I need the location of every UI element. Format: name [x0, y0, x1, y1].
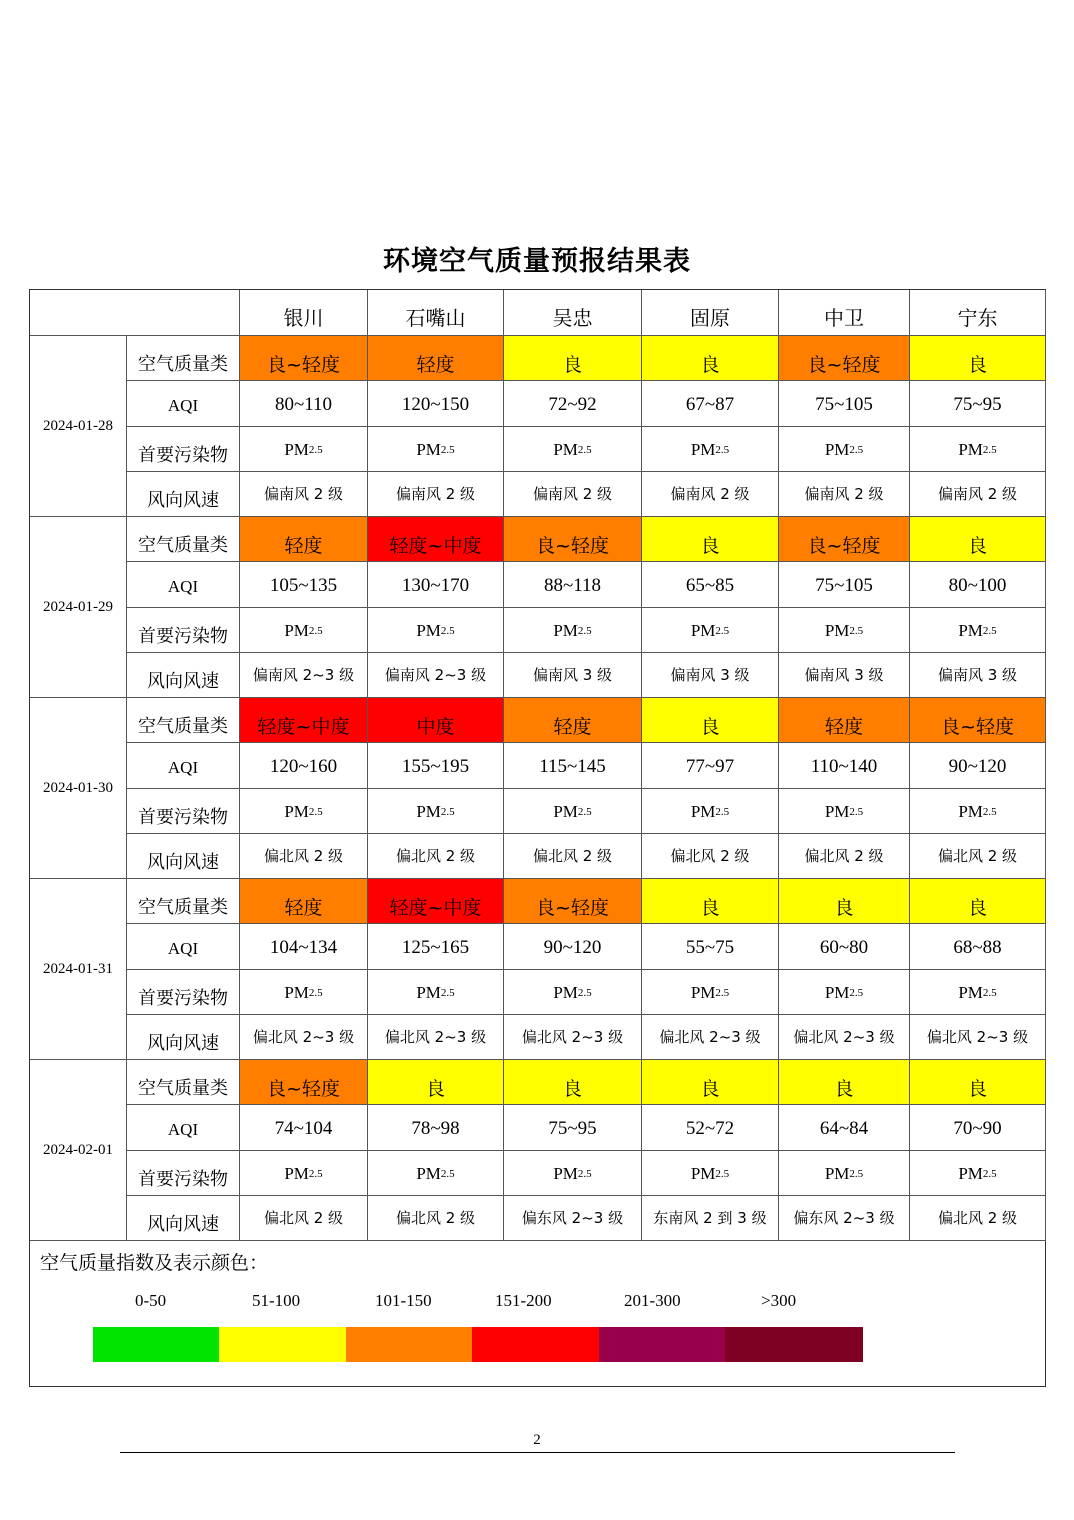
aqi-range-cell: 80~110: [240, 381, 368, 426]
pollutant-cell: [240, 970, 368, 1015]
quality-level-cell: 良: [910, 1060, 1046, 1105]
quality-level-cell: 轻度~中度: [368, 879, 504, 924]
pollutant-subscript: 2.5: [982, 443, 997, 456]
pollutant-subscript: 2.5: [577, 986, 592, 999]
aqi-range-cell: 120~160: [240, 743, 368, 788]
pollutant-subscript: 2.5: [308, 443, 323, 456]
legend-color-swatch: [599, 1327, 725, 1362]
pollutant-cell: [368, 608, 504, 653]
pollutant-subscript: 2.5: [715, 443, 730, 456]
pollutant-subscript: 2.5: [440, 805, 455, 818]
wind-cell: 偏南风 2~3 级: [368, 653, 504, 698]
row-label-aqi: AQI: [127, 743, 240, 788]
quality-level-cell: 良~轻度: [504, 879, 642, 924]
wind-cell: 偏南风 3 级: [779, 653, 910, 698]
pollutant-base: PM: [553, 620, 578, 640]
row-label-pollutant: 首要污染物: [127, 970, 240, 1015]
pollutant-cell: [779, 427, 910, 472]
city-header: 银川: [240, 290, 368, 336]
aqi-range-cell: 65~85: [642, 562, 779, 607]
pollutant-cell: [504, 1151, 642, 1196]
pollutant-subscript: 2.5: [308, 986, 323, 999]
pollutant-subscript: 2.5: [308, 1167, 323, 1180]
quality-level-cell: 良: [910, 336, 1046, 381]
pollutant-base: PM: [284, 620, 309, 640]
aqi-range-cell: 77~97: [642, 743, 779, 788]
wind-cell: 偏南风 2 级: [504, 472, 642, 517]
quality-level-cell: 良~轻度: [779, 517, 910, 562]
quality-level-cell: 良: [642, 1060, 779, 1105]
pollutant-base: PM: [553, 801, 578, 821]
aqi-range-cell: 75~95: [910, 381, 1046, 426]
quality-level-cell: 良: [779, 1060, 910, 1105]
pollutant-subscript: 2.5: [982, 986, 997, 999]
pollutant-base: PM: [416, 620, 441, 640]
pollutant-subscript: 2.5: [440, 986, 455, 999]
pollutant-base: PM: [416, 1163, 441, 1183]
quality-level-cell: 良: [368, 1060, 504, 1105]
pollutant-cell: [779, 608, 910, 653]
legend-range-label: 201-300: [624, 1291, 681, 1310]
aqi-range-cell: 155~195: [368, 743, 504, 788]
pollutant-subscript: 2.5: [849, 805, 864, 818]
row-label-wind: 风向风速: [127, 472, 240, 517]
legend-color-swatch: [725, 1327, 863, 1362]
wind-cell: 偏北风 2~3 级: [779, 1015, 910, 1060]
quality-level-cell: 轻度~中度: [368, 517, 504, 562]
row-label-quality: 空气质量类: [127, 336, 240, 381]
aqi-range-cell: 90~120: [504, 924, 642, 969]
quality-level-cell: 良: [779, 879, 910, 924]
legend-range-label: >300: [761, 1291, 797, 1310]
wind-cell: 偏北风 2~3 级: [504, 1015, 642, 1060]
pollutant-base: PM: [824, 620, 850, 640]
pollutant-base: PM: [553, 982, 578, 1002]
pollutant-base: PM: [553, 1163, 578, 1183]
pollutant-base: PM: [284, 439, 309, 459]
pollutant-base: PM: [416, 439, 441, 459]
pollutant-cell: [910, 608, 1046, 653]
row-label-pollutant: 首要污染物: [127, 427, 240, 472]
quality-level-cell: 良: [504, 336, 642, 381]
pollutant-subscript: 2.5: [308, 624, 323, 637]
pollutant-subscript: 2.5: [577, 443, 592, 456]
aqi-range-cell: 64~84: [779, 1105, 910, 1150]
pollutant-subscript: 2.5: [982, 1167, 997, 1180]
aqi-range-cell: 104~134: [240, 924, 368, 969]
pollutant-subscript: 2.5: [308, 805, 323, 818]
row-label-wind: 风向风速: [127, 1015, 240, 1060]
wind-cell: 偏南风 2 级: [779, 472, 910, 517]
wind-cell: 偏北风 2 级: [504, 834, 642, 879]
row-label-aqi: AQI: [127, 924, 240, 969]
pollutant-subscript: 2.5: [440, 624, 455, 637]
aqi-range-cell: 68~88: [910, 924, 1046, 969]
quality-level-cell: 良: [642, 698, 779, 743]
pollutant-cell: [368, 1151, 504, 1196]
date-cell: 2024-01-28: [30, 336, 127, 517]
city-header: 固原: [642, 290, 779, 336]
date-cell: 2024-02-01: [30, 1060, 127, 1241]
legend-color-swatch: [472, 1327, 599, 1362]
aqi-range-cell: 60~80: [779, 924, 910, 969]
aqi-range-cell: 75~95: [504, 1105, 642, 1150]
pollutant-cell: [240, 1151, 368, 1196]
aqi-range-cell: 120~150: [368, 381, 504, 426]
pollutant-base: PM: [690, 1163, 716, 1183]
wind-cell: 偏北风 2~3 级: [910, 1015, 1046, 1060]
pollutant-cell: [240, 789, 368, 834]
pollutant-base: PM: [958, 982, 983, 1002]
pollutant-base: PM: [284, 1163, 309, 1183]
pollutant-subscript: 2.5: [849, 443, 864, 456]
pollutant-subscript: 2.5: [440, 443, 455, 456]
city-header: 吴忠: [504, 290, 642, 336]
pollutant-base: PM: [284, 982, 309, 1002]
pollutant-cell: [642, 970, 779, 1015]
pollutant-base: PM: [690, 801, 716, 821]
wind-cell: 偏南风 3 级: [642, 653, 779, 698]
quality-level-cell: 轻度: [779, 698, 910, 743]
quality-level-cell: 轻度~中度: [240, 698, 368, 743]
pollutant-cell: [910, 970, 1046, 1015]
pollutant-cell: [368, 427, 504, 472]
wind-cell: 偏南风 2 级: [368, 472, 504, 517]
quality-level-cell: 良~轻度: [240, 336, 368, 381]
wind-cell: 偏北风 2 级: [240, 834, 368, 879]
row-label-quality: 空气质量类: [127, 879, 240, 924]
pollutant-cell: [910, 1151, 1046, 1196]
wind-cell: 偏东风 2~3 级: [504, 1196, 642, 1241]
table-corner: [30, 290, 240, 336]
wind-cell: 偏北风 2 级: [779, 834, 910, 879]
row-label-wind: 风向风速: [127, 653, 240, 698]
wind-cell: 偏南风 2 级: [642, 472, 779, 517]
aqi-range-cell: 75~105: [779, 562, 910, 607]
legend-range-label: 151-200: [495, 1291, 552, 1310]
aqi-range-cell: 78~98: [368, 1105, 504, 1150]
pollutant-subscript: 2.5: [715, 624, 730, 637]
wind-cell: 偏北风 2 级: [910, 834, 1046, 879]
pollutant-cell: [910, 427, 1046, 472]
row-label-pollutant: 首要污染物: [127, 608, 240, 653]
wind-cell: 偏北风 2~3 级: [240, 1015, 368, 1060]
pollutant-cell: [368, 789, 504, 834]
legend-color-swatch: [346, 1327, 472, 1362]
quality-level-cell: 轻度: [240, 879, 368, 924]
wind-cell: 偏北风 2 级: [910, 1196, 1046, 1241]
quality-level-cell: 良: [910, 879, 1046, 924]
pollutant-subscript: 2.5: [715, 986, 730, 999]
pollutant-cell: [504, 789, 642, 834]
pollutant-base: PM: [416, 982, 441, 1002]
pollutant-base: PM: [824, 801, 850, 821]
quality-level-cell: 良: [642, 517, 779, 562]
legend-title: 空气质量指数及表示颜色：: [40, 1252, 269, 1274]
aqi-range-cell: 72~92: [504, 381, 642, 426]
aqi-range-cell: 88~118: [504, 562, 642, 607]
pollutant-subscript: 2.5: [849, 1167, 864, 1180]
pollutant-base: PM: [958, 439, 983, 459]
pollutant-cell: [240, 608, 368, 653]
quality-level-cell: 良~轻度: [504, 517, 642, 562]
pollutant-base: PM: [553, 439, 578, 459]
date-cell: 2024-01-29: [30, 517, 127, 698]
pollutant-base: PM: [690, 982, 716, 1002]
quality-level-cell: 良~轻度: [779, 336, 910, 381]
wind-cell: 东南风 2 到 3 级: [642, 1196, 779, 1241]
pollutant-subscript: 2.5: [715, 805, 730, 818]
aqi-range-cell: 110~140: [779, 743, 910, 788]
pollutant-base: PM: [824, 982, 850, 1002]
pollutant-cell: [240, 427, 368, 472]
pollutant-subscript: 2.5: [715, 1167, 730, 1180]
row-label-pollutant: 首要污染物: [127, 1151, 240, 1196]
pollutant-base: PM: [958, 1163, 983, 1183]
legend-range-label: 51-100: [252, 1291, 301, 1310]
quality-level-cell: 轻度: [240, 517, 368, 562]
pollutant-base: PM: [824, 1163, 850, 1183]
forecast-table: [29, 289, 1046, 1387]
pollutant-subscript: 2.5: [577, 805, 592, 818]
pollutant-base: PM: [958, 801, 983, 821]
aqi-range-cell: 75~105: [779, 381, 910, 426]
pollutant-base: PM: [284, 801, 309, 821]
city-header: 石嘴山: [368, 290, 504, 336]
row-label-quality: 空气质量类: [127, 1060, 240, 1105]
pollutant-subscript: 2.5: [982, 624, 997, 637]
quality-level-cell: 轻度: [504, 698, 642, 743]
date-cell: 2024-01-31: [30, 879, 127, 1060]
pollutant-cell: [504, 427, 642, 472]
legend-color-swatch: [93, 1327, 219, 1362]
pollutant-subscript: 2.5: [577, 1167, 592, 1180]
row-label-quality: 空气质量类: [127, 698, 240, 743]
pollutant-cell: [642, 1151, 779, 1196]
quality-level-cell: 良: [910, 517, 1046, 562]
aqi-range-cell: 74~104: [240, 1105, 368, 1150]
row-label-pollutant: 首要污染物: [127, 789, 240, 834]
wind-cell: 偏北风 2~3 级: [642, 1015, 779, 1060]
pollutant-cell: [910, 789, 1046, 834]
row-label-aqi: AQI: [127, 381, 240, 426]
pollutant-cell: [779, 789, 910, 834]
pollutant-subscript: 2.5: [440, 1167, 455, 1180]
quality-level-cell: 良: [504, 1060, 642, 1105]
city-header: 宁东: [910, 290, 1046, 336]
aqi-range-cell: 90~120: [910, 743, 1046, 788]
city-header: 中卫: [779, 290, 910, 336]
wind-cell: 偏北风 2 级: [368, 1196, 504, 1241]
quality-level-cell: 良: [642, 879, 779, 924]
quality-level-cell: 良~轻度: [910, 698, 1046, 743]
pollutant-subscript: 2.5: [849, 624, 864, 637]
legend-range-label: 101-150: [375, 1291, 432, 1310]
pollutant-cell: [642, 608, 779, 653]
pollutant-subscript: 2.5: [577, 624, 592, 637]
pollutant-cell: [642, 427, 779, 472]
row-label-wind: 风向风速: [127, 834, 240, 879]
aqi-range-cell: 67~87: [642, 381, 779, 426]
wind-cell: 偏北风 2 级: [642, 834, 779, 879]
pollutant-cell: [368, 970, 504, 1015]
pollutant-cell: [642, 789, 779, 834]
wind-cell: 偏东风 2~3 级: [779, 1196, 910, 1241]
row-label-wind: 风向风速: [127, 1196, 240, 1241]
legend-color-swatch: [219, 1327, 346, 1362]
aqi-range-cell: 70~90: [910, 1105, 1046, 1150]
aqi-range-cell: 105~135: [240, 562, 368, 607]
row-label-quality: 空气质量类: [127, 517, 240, 562]
wind-cell: 偏南风 3 级: [910, 653, 1046, 698]
wind-cell: 偏南风 3 级: [504, 653, 642, 698]
row-label-aqi: AQI: [127, 1105, 240, 1150]
wind-cell: 偏北风 2 级: [368, 834, 504, 879]
quality-level-cell: 良: [642, 336, 779, 381]
pollutant-base: PM: [416, 801, 441, 821]
footer-rule: [120, 1452, 955, 1453]
row-label-aqi: AQI: [127, 562, 240, 607]
page-number: 2: [533, 1432, 541, 1448]
wind-cell: 偏南风 2 级: [240, 472, 368, 517]
pollutant-cell: [504, 608, 642, 653]
aqi-range-cell: 55~75: [642, 924, 779, 969]
wind-cell: 偏北风 2 级: [240, 1196, 368, 1241]
aqi-range-cell: 80~100: [910, 562, 1046, 607]
pollutant-cell: [779, 1151, 910, 1196]
pollutant-subscript: 2.5: [982, 805, 997, 818]
page-title: 环境空气质量预报结果表: [383, 246, 691, 277]
quality-level-cell: 中度: [368, 698, 504, 743]
aqi-range-cell: 115~145: [504, 743, 642, 788]
wind-cell: 偏南风 2~3 级: [240, 653, 368, 698]
legend-range-label: 0-50: [135, 1291, 167, 1310]
pollutant-subscript: 2.5: [849, 986, 864, 999]
pollutant-cell: [504, 970, 642, 1015]
pollutant-base: PM: [690, 439, 716, 459]
quality-level-cell: 轻度: [368, 336, 504, 381]
aqi-range-cell: 125~165: [368, 924, 504, 969]
pollutant-base: PM: [958, 620, 983, 640]
pollutant-cell: [779, 970, 910, 1015]
pollutant-base: PM: [824, 439, 850, 459]
pollutant-base: PM: [690, 620, 716, 640]
date-cell: 2024-01-30: [30, 698, 127, 879]
aqi-range-cell: 52~72: [642, 1105, 779, 1150]
quality-level-cell: 良~轻度: [240, 1060, 368, 1105]
wind-cell: 偏北风 2~3 级: [368, 1015, 504, 1060]
wind-cell: 偏南风 2 级: [910, 472, 1046, 517]
aqi-range-cell: 130~170: [368, 562, 504, 607]
